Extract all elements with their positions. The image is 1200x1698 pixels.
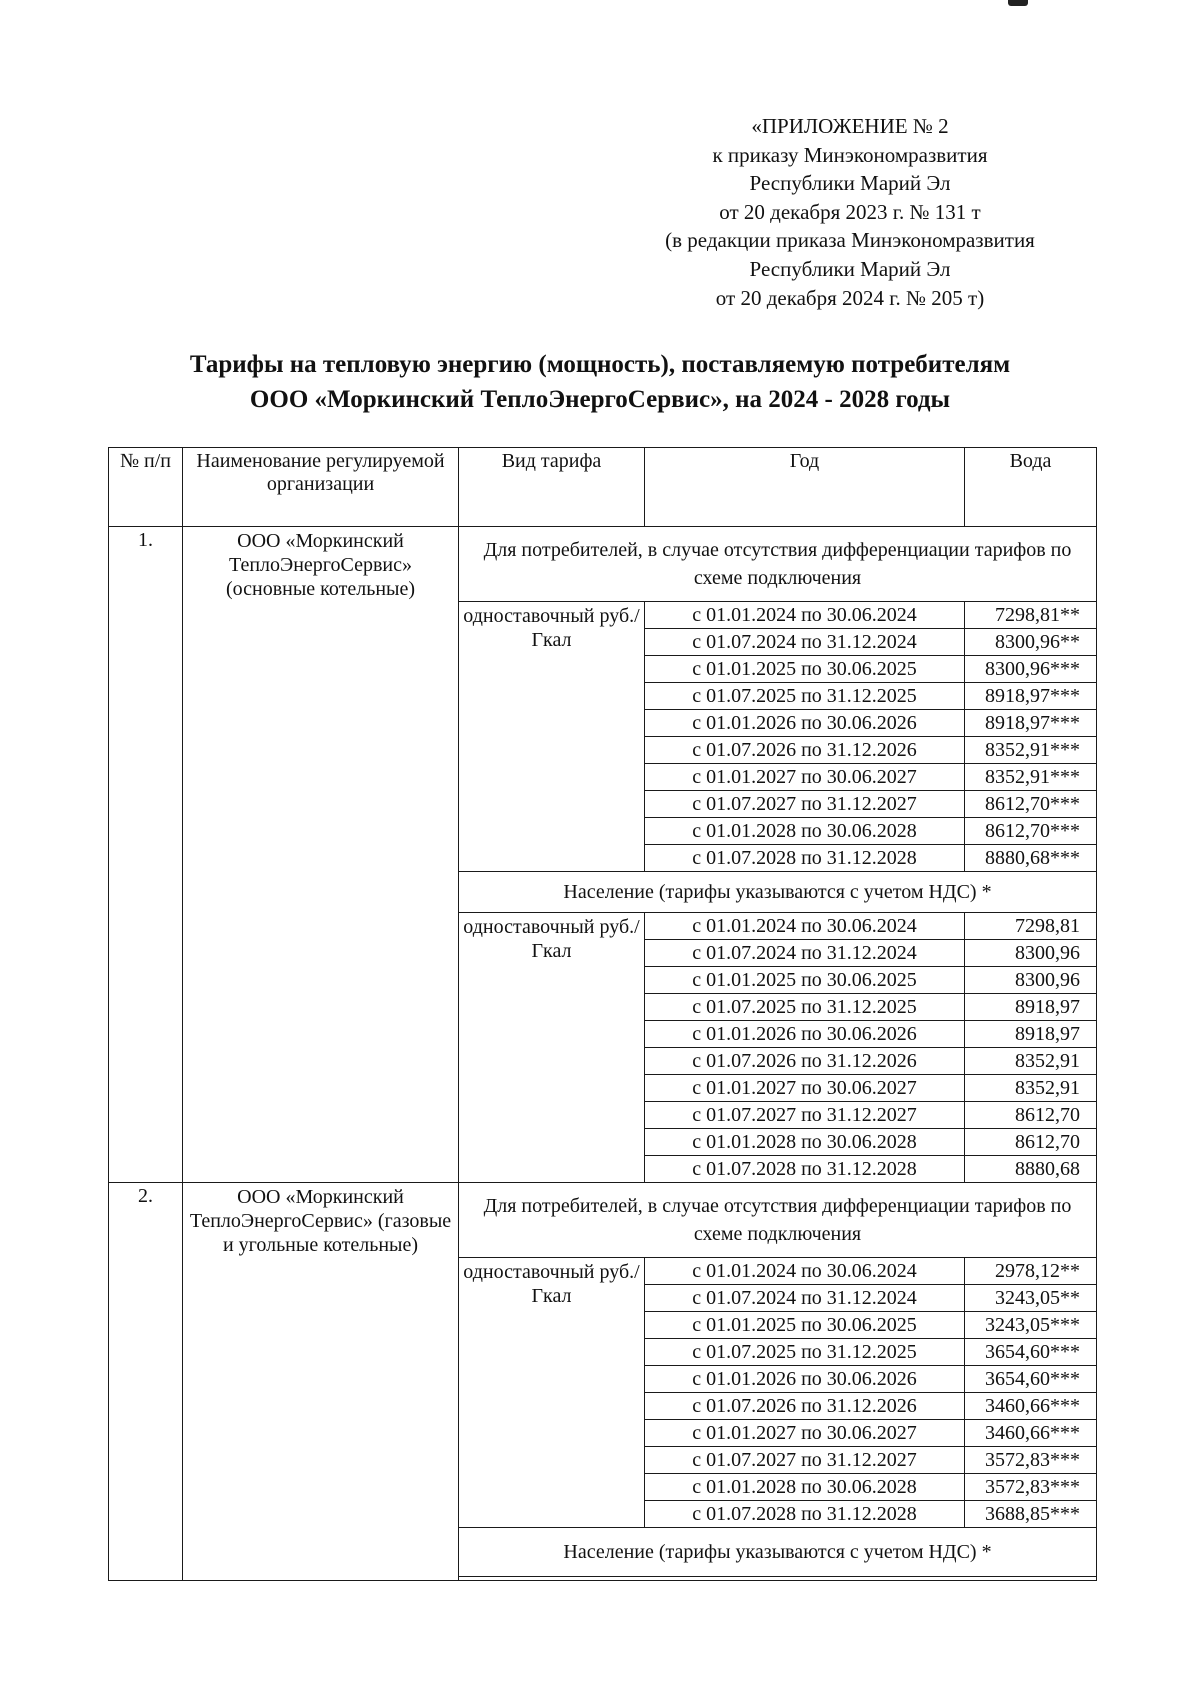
tariff-table-body [109, 527, 1097, 1581]
appendix-header-line: Республики Марий Эл [749, 171, 951, 196]
title-line-1: Тарифы на тепловую энергию (мощность), поставляемую потребителям [189, 351, 1011, 378]
tariff-period: с 01.07.2027 по 31.12.2027 [645, 1447, 965, 1474]
tariff-period: с 01.07.2028 по 31.12.2028 [645, 845, 965, 872]
tariff-value: 3654,60*** [965, 1366, 1097, 1393]
tariff-period: с 01.07.2027 по 31.12.2027 [645, 791, 965, 818]
tariff-period: с 01.07.2027 по 31.12.2027 [645, 1102, 965, 1129]
tariff-period: с 01.01.2026 по 30.06.2026 [645, 1366, 965, 1393]
tariff-value: 8352,91*** [965, 764, 1097, 791]
tariff-value: 8612,70*** [965, 818, 1097, 845]
tariff-period: с 01.01.2024 по 30.06.2024 [645, 1258, 965, 1285]
appendix-header-line: от 20 декабря 2023 г. № 131 т [719, 199, 981, 224]
appendix-header-line: от 20 декабря 2024 г. № 205 т) [715, 285, 985, 310]
section-number: 1. [109, 527, 183, 1183]
tariff-table [108, 447, 1097, 1581]
col-header-water: Вода [965, 448, 1097, 527]
tariff-value: 8612,70*** [965, 791, 1097, 818]
tariff-period: с 01.07.2025 по 31.12.2025 [645, 1339, 965, 1366]
tariff-value: 3243,05*** [965, 1312, 1097, 1339]
appendix-header-line: «ПРИЛОЖЕНИЕ № 2 [751, 114, 949, 138]
tariff-value: 3688,85*** [965, 1501, 1097, 1528]
tariff-period: с 01.01.2027 по 30.06.2027 [645, 1075, 965, 1102]
tariff-value: 8300,96 [965, 967, 1097, 994]
tariff-period: с 01.07.2024 по 31.12.2024 [645, 1285, 965, 1312]
tariff-period: с 01.07.2028 по 31.12.2028 [645, 1156, 965, 1183]
tariff-period: с 01.07.2026 по 31.12.2026 [645, 1048, 965, 1075]
group-label-row [109, 527, 1097, 602]
tariff-value: 8352,91*** [965, 737, 1097, 764]
col-header-org: Наименование регулируемой организации [183, 448, 459, 527]
tariff-value: 8918,97*** [965, 683, 1097, 710]
tariff-kind: одноставочный руб./Гкал [459, 913, 645, 1183]
appendix-header-line: Республики Марий Эл [749, 256, 951, 281]
tariff-value: 2978,12** [965, 1258, 1097, 1285]
col-header-year: Год [645, 448, 965, 527]
tariff-period: с 01.01.2027 по 30.06.2027 [645, 764, 965, 791]
tariff-value: 8918,97 [965, 994, 1097, 1021]
tariff-value: 7298,81 [965, 913, 1097, 940]
tariff-value: 8612,70 [965, 1102, 1097, 1129]
tariff-value: 3243,05** [965, 1285, 1097, 1312]
tariff-value: 3572,83*** [965, 1447, 1097, 1474]
col-header-kind: Вид тарифа [459, 448, 645, 527]
appendix-header [620, 112, 1080, 312]
appendix-header-line: к приказу Минэкономразвития [712, 142, 988, 167]
document-title [110, 347, 1090, 417]
tariff-value: 8880,68 [965, 1156, 1097, 1183]
tariff-value: 3460,66*** [965, 1393, 1097, 1420]
tariff-period: с 01.07.2028 по 31.12.2028 [645, 1501, 965, 1528]
consumer-group-label: Население (тарифы указываются с учетом НДС) * [459, 1528, 1097, 1577]
col-header-no: № п/п [109, 448, 183, 527]
section-organization: ООО «Моркинский ТеплоЭнергоСервис» (основные котельные) [183, 527, 459, 1183]
tariff-value: 8352,91 [965, 1075, 1097, 1102]
tariff-kind: одноставочный руб./Гкал [459, 602, 645, 872]
tariff-period: с 01.01.2025 по 30.06.2025 [645, 967, 965, 994]
consumer-group-label: Для потребителей, в случае отсутствия дифференциации тарифов по схеме подключения [459, 1183, 1097, 1258]
tariff-value: 3572,83*** [965, 1474, 1097, 1501]
title-line-2: ООО «Моркинский ТеплоЭнергоСервис», на 2024 - 2028 годы [249, 386, 951, 413]
tariff-value: 8300,96 [965, 940, 1097, 967]
tariff-value: 3654,60*** [965, 1339, 1097, 1366]
tariff-value: 8880,68*** [965, 845, 1097, 872]
appendix-header-line: (в редакции приказа Минэкономразвития [665, 228, 1035, 253]
tariff-period: с 01.07.2025 по 31.12.2025 [645, 683, 965, 710]
tariff-value: 8352,91 [965, 1048, 1097, 1075]
tariff-period: с 01.01.2026 по 30.06.2026 [645, 710, 965, 737]
tariff-period: с 01.01.2028 по 30.06.2028 [645, 1474, 965, 1501]
tariff-period: с 01.01.2024 по 30.06.2024 [645, 602, 965, 629]
tariff-value: 8612,70 [965, 1129, 1097, 1156]
tariff-period: с 01.07.2025 по 31.12.2025 [645, 994, 965, 1021]
tariff-period: с 01.01.2024 по 30.06.2024 [645, 913, 965, 940]
tariff-period: с 01.01.2026 по 30.06.2026 [645, 1021, 965, 1048]
tariff-period: с 01.07.2026 по 31.12.2026 [645, 1393, 965, 1420]
group-label-row [109, 1183, 1097, 1258]
tariff-value: 3460,66*** [965, 1420, 1097, 1447]
tariff-period: с 01.01.2027 по 30.06.2027 [645, 1420, 965, 1447]
tariff-value: 8918,97 [965, 1021, 1097, 1048]
tariff-value: 8918,97*** [965, 710, 1097, 737]
tariff-value: 8300,96** [965, 629, 1097, 656]
tariff-period: с 01.01.2028 по 30.06.2028 [645, 818, 965, 845]
tariff-period: с 01.07.2024 по 31.12.2024 [645, 940, 965, 967]
empty-cell [459, 1577, 1097, 1581]
tariff-value: 8300,96*** [965, 656, 1097, 683]
tariff-period: с 01.01.2025 по 30.06.2025 [645, 656, 965, 683]
tariff-period: с 01.01.2028 по 30.06.2028 [645, 1129, 965, 1156]
tariff-value: 7298,81** [965, 602, 1097, 629]
section-organization: ООО «Моркинский ТеплоЭнергоСервис» (газовые и угольные котельные) [183, 1183, 459, 1581]
tariff-period: с 01.07.2026 по 31.12.2026 [645, 737, 965, 764]
tariff-period: с 01.01.2025 по 30.06.2025 [645, 1312, 965, 1339]
table-header-row [109, 448, 1097, 527]
consumer-group-label: Для потребителей, в случае отсутствия дифференциации тарифов по схеме подключения [459, 527, 1097, 602]
page-edge-mark [1008, 0, 1028, 6]
tariff-kind: одноставочный руб./Гкал [459, 1258, 645, 1528]
tariff-period: с 01.07.2024 по 31.12.2024 [645, 629, 965, 656]
section-number: 2. [109, 1183, 183, 1581]
consumer-group-label: Население (тарифы указываются с учетом НДС) * [459, 872, 1097, 913]
